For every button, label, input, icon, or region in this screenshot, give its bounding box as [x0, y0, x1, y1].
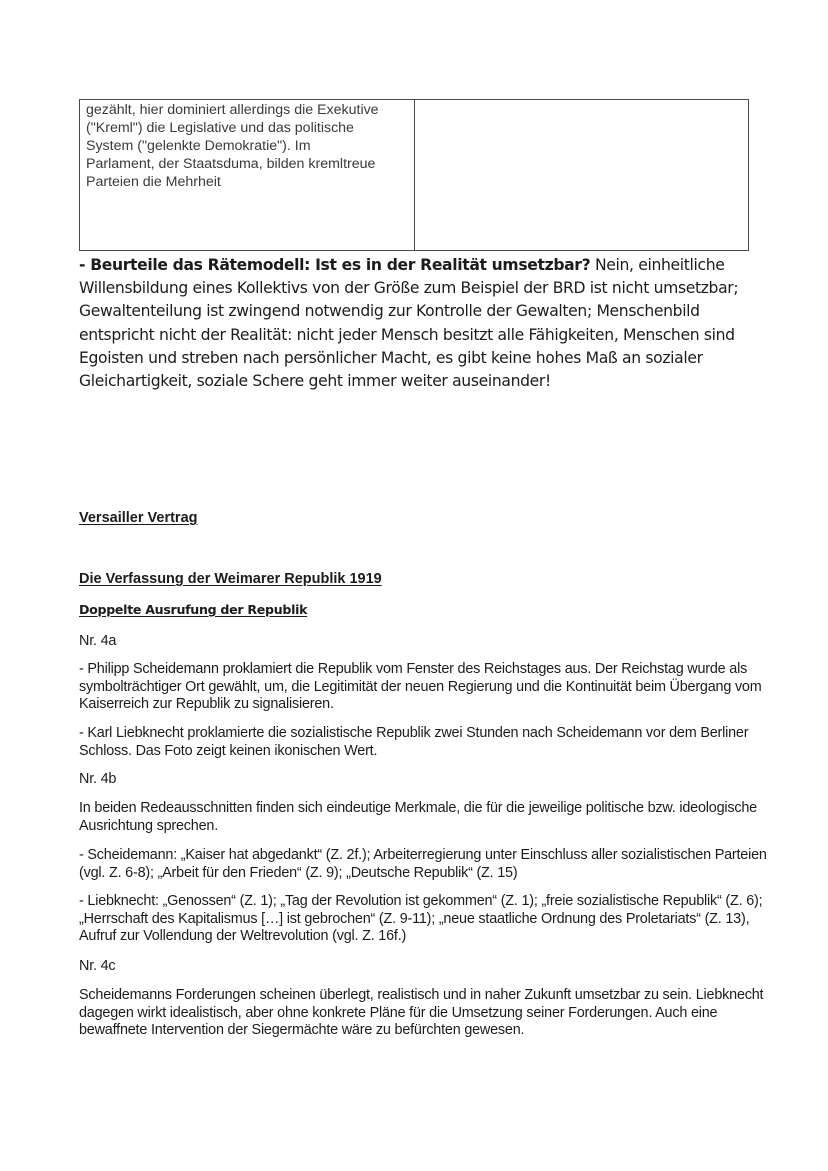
table-cell-line: ("Kreml") die Legislative und das politische — [86, 120, 354, 136]
heading-versailles: Versailler Vertrag — [79, 510, 198, 526]
subheading-double-proclamation: Doppelte Ausrufung der Republik — [79, 602, 308, 617]
evaluation-answer: Nein, einheitliche Willensbildung eines Kollektivs von der Größe zum Beispiel der BRD ist nicht umsetzbar; Gewaltenteilung ist zwingend notwendig zur Kontrolle der Gewalten; Menschenbild entspricht nicht der Realität: nicht jeder Mensch besitzt alle Fähigkeiten, Menschen sind Egoisten und streben nach persönlicher Macht, es gibt keine hohes Maß an sozialer Gleichartigkeit, soziale Schere geht immer weiter auseinander! — [79, 256, 739, 391]
table-cell-line: System ("gelenkte Demokratie"). Im — [86, 138, 311, 154]
nr4a-paragraph-scheidemann: - Philipp Scheidemann proklamiert die Republik vom Fenster des Reichstages aus. Der Reichstag wurde als symbolträchtiger Ort gewählt, um, die Legitimität der neuen Regierung und die Kontinuität beim Übergang vom Kaiserreich zur Republik zu signalisieren. — [79, 661, 762, 712]
nr4b-paragraph-intro: In beiden Redeausschnitten finden sich eindeutige Merkmale, die für die jeweilige politische bzw. ideologische Ausrichtung sprechen. — [79, 800, 757, 834]
table-cell-line: Parteien die Mehrheit — [86, 174, 221, 190]
heading-weimar-constitution: Die Verfassung der Weimarer Republik 1919 — [79, 571, 382, 587]
nr4b-paragraph-liebknecht: - Liebknecht: „Genossen“ (Z. 1); „Tag der Revolution ist gekommen“ (Z. 1); „freie sozialistische Republik“ (Z. 6); „Herrschaft des Kapitalismus […] ist gebrochen“ (Z. 9-11); „neue staatliche Ordnung des Proletariats“ (Z. 13), Aufruf zur Vollendung der Weltrevolution (vgl. Z. 16f.) — [79, 893, 763, 944]
nr4c-paragraph: Scheidemanns Forderungen scheinen überlegt, realistisch und in naher Zukunft umsetzbar zu sein. Liebknecht dagegen wirkt idealistisch, aber ohne konkrete Pläne für die Umsetzung seiner Forderungen. Auch eine bewaffnete Intervention der Siegermächte wäre zu befürchten gewesen. — [79, 987, 764, 1038]
label-nr-4a: Nr. 4a — [79, 633, 117, 649]
table-cell-line: gezählt, hier dominiert allerdings die Exekutive — [86, 102, 379, 118]
evaluation-question: - Beurteile das Rätemodell: Ist es in der Realität umsetzbar? — [79, 256, 591, 274]
table-cell-left — [80, 100, 415, 250]
nr4b-paragraph-scheidemann: - Scheidemann: „Kaiser hat abgedankt“ (Z. 2f.); Arbeiterregierung unter Einschluss aller sozialistischen Parteien (vgl. Z. 6-8); „Arbeit für den Frieden“ (Z. 9); „Deutsche Republik“ (Z. 15) — [79, 847, 767, 881]
table-cell-line: Parlament, der Staatsduma, bilden kremltreue — [86, 156, 376, 172]
label-nr-4c: Nr. 4c — [79, 958, 116, 974]
nr4a-paragraph-liebknecht: - Karl Liebknecht proklamierte die sozialistische Republik zwei Stunden nach Scheidemann vor dem Berliner Schloss. Das Foto zeigt keinen ikonischen Wert. — [79, 725, 749, 759]
label-nr-4b: Nr. 4b — [79, 771, 117, 787]
evaluation-paragraph — [79, 254, 769, 393]
table-cell-right — [415, 100, 748, 250]
comparison-table — [79, 99, 749, 251]
